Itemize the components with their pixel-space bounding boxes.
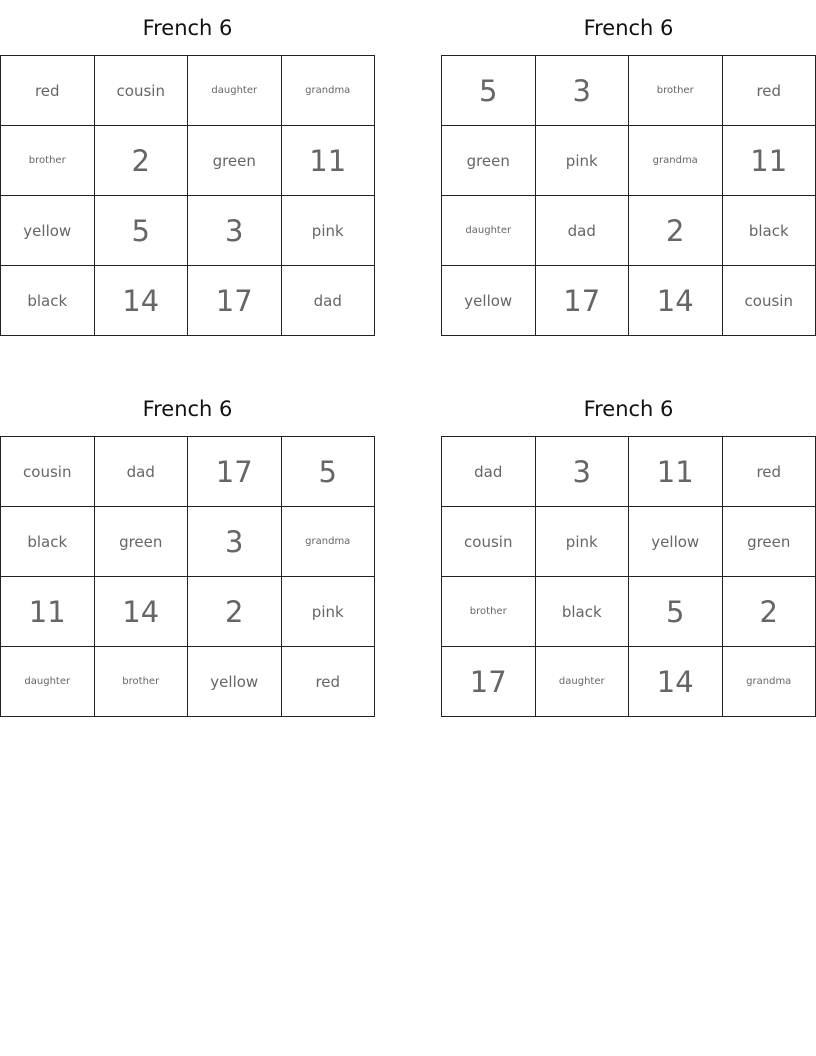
bingo-card-3: [0, 381, 375, 717]
bingo-cell: 5: [282, 437, 376, 507]
bingo-cell: green: [188, 126, 282, 196]
bingo-cell: pink: [282, 196, 376, 266]
bingo-cell: 3: [188, 196, 282, 266]
card-title: French 6: [142, 397, 233, 421]
bingo-cell: dad: [95, 437, 189, 507]
bingo-cell: 3: [536, 56, 630, 126]
bingo-cell: green: [723, 507, 816, 577]
bingo-cell: green: [442, 126, 536, 196]
bingo-cell: daughter: [536, 647, 630, 717]
bingo-cell: daughter: [442, 196, 536, 266]
bingo-cell: 14: [95, 266, 189, 336]
bingo-cell: 2: [188, 577, 282, 647]
bingo-cell: 2: [723, 577, 816, 647]
bingo-cell: 11: [629, 437, 723, 507]
bingo-cell: red: [723, 56, 816, 126]
bingo-card-4: [441, 381, 816, 717]
bingo-cell: grandma: [282, 507, 376, 577]
bingo-cell: black: [1, 507, 95, 577]
bingo-grid: [441, 55, 816, 336]
bingo-cell: brother: [1, 126, 95, 196]
bingo-cell: grandma: [723, 647, 816, 717]
bingo-cell: 14: [95, 577, 189, 647]
bingo-cell: cousin: [95, 56, 189, 126]
bingo-cell: pink: [536, 126, 630, 196]
bingo-cell: 5: [629, 577, 723, 647]
bingo-cell: dad: [536, 196, 630, 266]
bingo-cell: pink: [282, 577, 376, 647]
bingo-cell: yellow: [188, 647, 282, 717]
bingo-cell: 3: [536, 437, 630, 507]
bingo-cell: brother: [442, 577, 536, 647]
bingo-cell: 14: [629, 647, 723, 717]
bingo-cell: yellow: [442, 266, 536, 336]
bingo-cell: dad: [282, 266, 376, 336]
bingo-cell: dad: [442, 437, 536, 507]
bingo-cell: green: [95, 507, 189, 577]
bingo-cell: 5: [442, 56, 536, 126]
bingo-cell: black: [723, 196, 816, 266]
bingo-cell: 17: [188, 437, 282, 507]
bingo-cell: 11: [1, 577, 95, 647]
bingo-cell: 17: [442, 647, 536, 717]
card-title: French 6: [583, 16, 674, 40]
bingo-cell: brother: [95, 647, 189, 717]
bingo-cell: red: [723, 437, 816, 507]
bingo-cell: daughter: [188, 56, 282, 126]
bingo-card-1: [0, 0, 375, 336]
bingo-grid: [0, 436, 375, 717]
bingo-cell: cousin: [723, 266, 816, 336]
bingo-cell: 11: [723, 126, 816, 196]
bingo-cell: 2: [95, 126, 189, 196]
bingo-cell: black: [536, 577, 630, 647]
bingo-cell: 17: [536, 266, 630, 336]
bingo-cell: grandma: [629, 126, 723, 196]
card-title: French 6: [583, 397, 674, 421]
bingo-cell: pink: [536, 507, 630, 577]
bingo-cell: 2: [629, 196, 723, 266]
bingo-cell: 17: [188, 266, 282, 336]
bingo-cell: cousin: [442, 507, 536, 577]
bingo-cell: 5: [95, 196, 189, 266]
bingo-cell: 3: [188, 507, 282, 577]
bingo-cell: grandma: [282, 56, 376, 126]
bingo-cell: daughter: [1, 647, 95, 717]
bingo-cell: black: [1, 266, 95, 336]
bingo-cell: brother: [629, 56, 723, 126]
bingo-cell: red: [282, 647, 376, 717]
bingo-cell: 11: [282, 126, 376, 196]
bingo-cell: cousin: [1, 437, 95, 507]
bingo-cell: yellow: [1, 196, 95, 266]
bingo-cell: red: [1, 56, 95, 126]
bingo-cell: yellow: [629, 507, 723, 577]
bingo-card-2: [441, 0, 816, 336]
card-title: French 6: [142, 16, 233, 40]
bingo-grid: [441, 436, 816, 717]
bingo-cell: 14: [629, 266, 723, 336]
bingo-grid: [0, 55, 375, 336]
